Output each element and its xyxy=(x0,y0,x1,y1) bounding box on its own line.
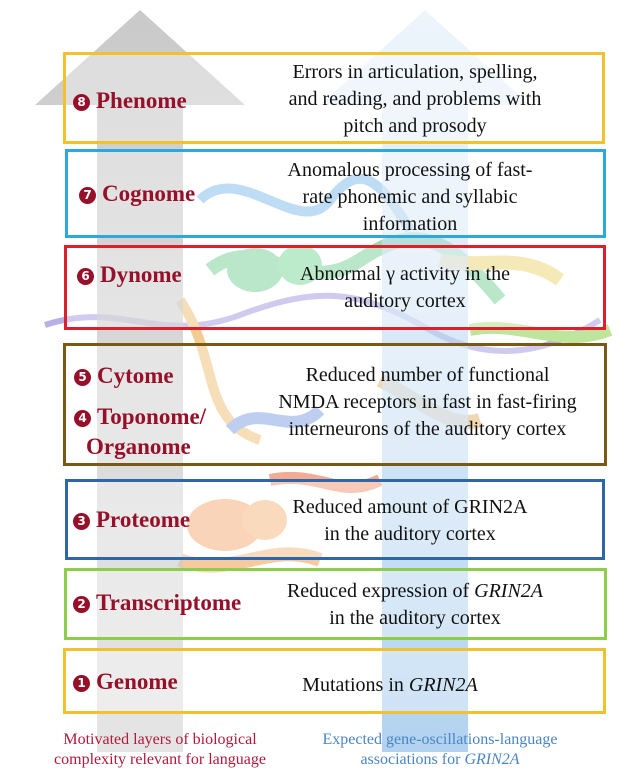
layer-label-transcriptome: 2 Transcriptome xyxy=(73,590,241,616)
dynome-description: Abnormal γ activity in the auditory cortex xyxy=(300,263,510,312)
right-arrow-caption: Expected gene-oscillations-language associations for GRIN2A xyxy=(322,731,558,768)
genome-description: Mutations in GRIN2A xyxy=(302,674,478,696)
layer-label-genome: 1 Genome xyxy=(73,669,178,695)
layer-label-organome: Organome xyxy=(86,434,191,459)
cognome-description: Anomalous processing of fast- rate phonemic and syllabic information xyxy=(287,159,533,235)
cytome-description: Reduced number of functional NMDA receptors in fast in fast-firing interneurons of the auditory cortex xyxy=(278,364,577,440)
layer-label-cytome: 5 Cytome xyxy=(74,363,174,389)
number-badge: 3 xyxy=(73,513,90,530)
left-arrow-caption: Motivated layers of biological complexity relevant for language xyxy=(54,731,266,768)
layer-label-cognome: 7 Cognome xyxy=(79,181,195,207)
phenome-description: Errors in articulation, spelling, and reading, and problems with pitch and prosody xyxy=(288,61,542,137)
layer-label-dynome: 6 Dynome xyxy=(77,262,182,288)
number-badge: 7 xyxy=(79,187,96,204)
layer-label-proteome: 3 Proteome xyxy=(73,507,190,533)
number-badge: 8 xyxy=(73,94,90,111)
number-badge: 1 xyxy=(73,675,90,692)
number-badge: 5 xyxy=(74,369,91,386)
number-badge: 2 xyxy=(73,596,90,613)
layer-label-phenome: 8 Phenome xyxy=(73,88,187,114)
number-badge: 6 xyxy=(77,268,94,285)
transcriptome-description: Reduced expression of GRIN2A in the auditory cortex xyxy=(286,580,544,629)
number-badge: 4 xyxy=(74,410,91,427)
proteome-description: Reduced amount of GRIN2A in the auditory cortex xyxy=(292,496,528,545)
layer-label-toponome: 4 Toponome/ xyxy=(74,404,206,430)
